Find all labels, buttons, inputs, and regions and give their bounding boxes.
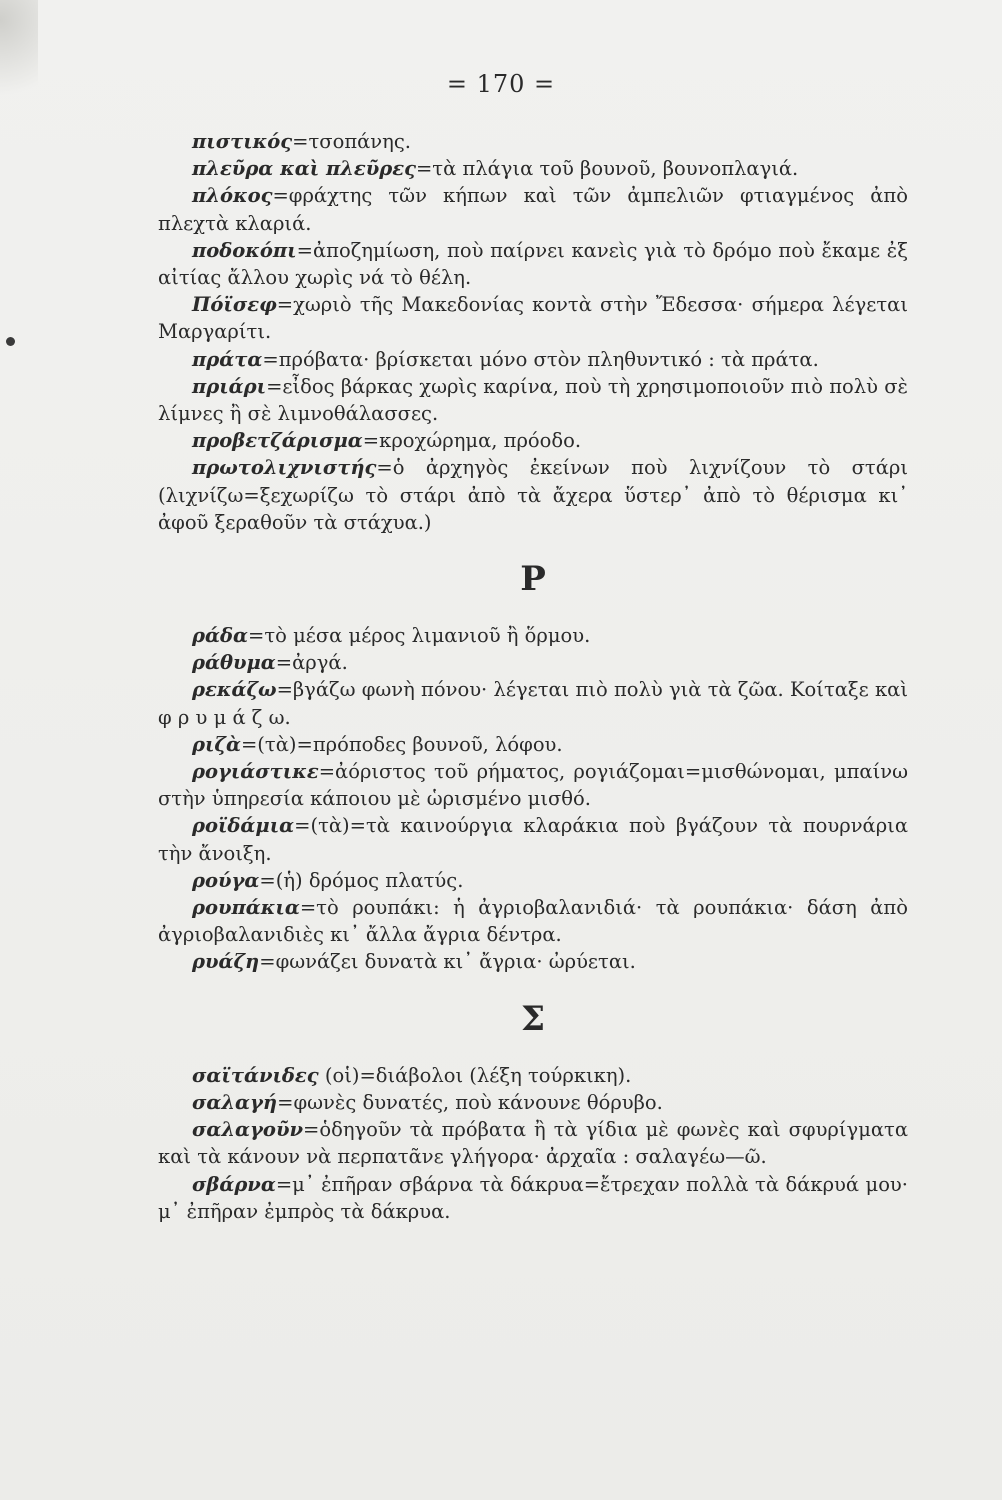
entry-headword: ριζὰ	[192, 732, 241, 756]
entry-definition: =ἀποζημίωση, ποὺ παίρνει κανεὶς γιὰ τὸ δρόμο ποὺ ἔκαμε ἐξ αἰτίας ἄλλου χωρὶς νά τὸ θέλη.	[158, 238, 908, 290]
entry-headword: Πόϊσεφ	[192, 293, 277, 317]
glossary-entry	[158, 155, 908, 182]
glossary-entry	[158, 676, 908, 730]
glossary-entry	[158, 454, 908, 536]
entry-definition: =ἀργά.	[275, 651, 348, 675]
entry-definition: =(τὰ)=τὰ καινούργια κλαράκια ποὺ βγάζουν τὰ πουρνάρια τὴν ἄνοιξη.	[158, 814, 908, 865]
entry-headword: ρουπάκια	[192, 896, 300, 920]
entry-headword: σαϊτάνιδες	[192, 1063, 319, 1087]
entry-definition: =εἶδος βάρκας χωρὶς καρίνα, ποὺ τὴ χρησιμοποιοῦν πιὸ πολὺ σὲ λίμνες ἢ σὲ λιμνοθάλασσες.	[158, 374, 908, 426]
entry-headword: σαλαγή	[192, 1090, 278, 1114]
glossary-entry	[158, 649, 908, 676]
entry-definition: =τὰ πλάγια τοῦ βουνοῦ, βουνοπλαγιά.	[415, 157, 799, 181]
entry-definition: =ὁδηγοῦν τὰ πρόβατα ἢ τὰ γίδια μὲ φωνὲς καὶ σφυρίγματα καὶ τὰ κάνουν νὰ περπατᾶνε γλήγορα· ἀρχαῖα : σαλαγέω—ῶ.	[158, 1118, 908, 1169]
entry-headword: πριάρι	[192, 374, 267, 398]
entry-definition: =τὸ ρουπάκι: ἡ ἀγριοβαλανιδιά· τὰ ρουπάκια· δάση ἀπὸ ἀγριοβαλανιδιὲς κι᾽ ἄλλα ἄγρια δέντρα.	[158, 896, 908, 947]
entry-headword: πρωτολιχνιστής	[192, 456, 377, 480]
glossary-entry	[158, 948, 908, 975]
glossary-text	[158, 128, 908, 1225]
glossary-entry	[158, 373, 908, 427]
glossary-entry	[158, 182, 908, 236]
entry-headword: πλόκος	[192, 184, 273, 208]
glossary-entry	[158, 731, 908, 758]
glossary-entry	[158, 758, 908, 812]
entry-headword: πράτα	[192, 347, 263, 371]
section-letter: Σ	[520, 998, 546, 1039]
glossary-entry	[158, 128, 908, 155]
glossary-entry	[158, 1116, 908, 1170]
entry-headword: ρογιάστικε	[192, 760, 319, 784]
entry-headword: προβετζάρισμα	[192, 429, 363, 453]
glossary-entry	[158, 237, 908, 291]
section-letter: Ρ	[520, 559, 546, 600]
entry-definition: =(ἡ) δρόμος πλατύς.	[259, 868, 464, 892]
entry-definition: =τὸ μέσα μέρος λιμανιοῦ ἢ ὅρμου.	[248, 624, 591, 648]
entry-headword: ρεκάζω	[192, 678, 277, 702]
entry-headword: ράθυμα	[192, 651, 276, 675]
page-stain	[0, 0, 38, 120]
glossary-entry	[158, 291, 908, 345]
entry-definition: =φωνὲς δυνατές, ποὺ κάνουνε θόρυβο.	[277, 1090, 663, 1114]
glossary-entry	[158, 812, 908, 866]
glossary-entry	[158, 867, 908, 894]
entry-definition: =(τὰ)=πρόποδες βουνοῦ, λόφου.	[240, 732, 563, 756]
entry-headword: ράδα	[192, 624, 248, 648]
entry-headword: ρούγα	[192, 868, 260, 892]
entry-definition: =ἀόριστος τοῦ ρήματος, ρογιάζομαι=μισθώνομαι, μπαίνω στὴν ὑπηρεσία κάποιου μὲ ὡρισμένο μισθό.	[158, 760, 908, 811]
glossary-entry	[158, 894, 908, 948]
entry-definition: =φράχτης τῶν κήπων καὶ τῶν ἀμπελιῶν φτιαγμένος ἀπὸ πλεχτὰ κλαριά.	[158, 184, 908, 235]
entry-definition: (οἱ)=διάβολοι (λέξη τούρκικη).	[318, 1063, 632, 1087]
entry-headword: ροϊδάμια	[192, 814, 295, 838]
entry-headword: ποδοκόπι	[192, 238, 297, 262]
entry-definition: =ὁ ἀρχηγὸς ἐκείνων ποὺ λιχνίζουν τὸ στάρι (λιχνίζω=ξεχωρίζω τὸ στάρι ἀπὸ τὰ ἄχερα ὕστερ᾽ ἀπὸ τὸ θέρισμα κι᾽ ἀφοῦ ξεραθοῦν τὰ στάχυα.)	[158, 456, 908, 534]
page-number: = 170 =	[446, 70, 556, 98]
glossary-entry	[158, 622, 908, 649]
entry-definition: =τσοπάνης.	[292, 130, 411, 153]
glossary-entry	[158, 346, 908, 373]
entry-definition: =φωνάζει δυνατὰ κι᾽ ἄγρια· ὠρύεται.	[259, 950, 636, 974]
entry-headword: σαλαγοῦν	[192, 1118, 304, 1142]
entry-definition: =κροχώρημα, πρόοδο.	[362, 429, 582, 453]
glossary-entry	[158, 427, 908, 454]
entry-headword: πλεῦρα καὶ πλεῦρες	[192, 157, 416, 181]
glossary-entry	[158, 1171, 908, 1225]
entry-definition: =βγάζω φωνὴ πόνου· λέγεται πιὸ πολὺ γιὰ τὰ ζῶα. Κοίταξε καὶ φ ρ υ μ ά ζ ω.	[158, 678, 908, 729]
entry-headword: ρυάζη	[192, 950, 260, 974]
glossary-entry	[158, 1062, 908, 1089]
ink-dot	[6, 337, 15, 346]
entry-definition: =μ᾽ ἐπῆραν σβάρνα τὰ δάκρυα=ἔτρεχαν πολλὰ τὰ δάκρυά μου· μ᾽ ἐπῆραν ἐμπρὸς τὰ δάκρυα.	[158, 1172, 908, 1223]
entry-definition: =πρόβατα· βρίσκεται μόνο στὸν πληθυντικό : τὰ πράτα.	[262, 347, 819, 371]
entry-headword: πιστικός	[192, 130, 293, 153]
glossary-entry	[158, 1089, 908, 1116]
entry-definition: =χωριὸ τῆς Μακεδονίας κοντὰ στὴν Ἔδεσσα· σήμερα λέγεται Μαργαρίτι.	[158, 293, 908, 344]
entry-headword: σβάρνα	[192, 1172, 276, 1196]
